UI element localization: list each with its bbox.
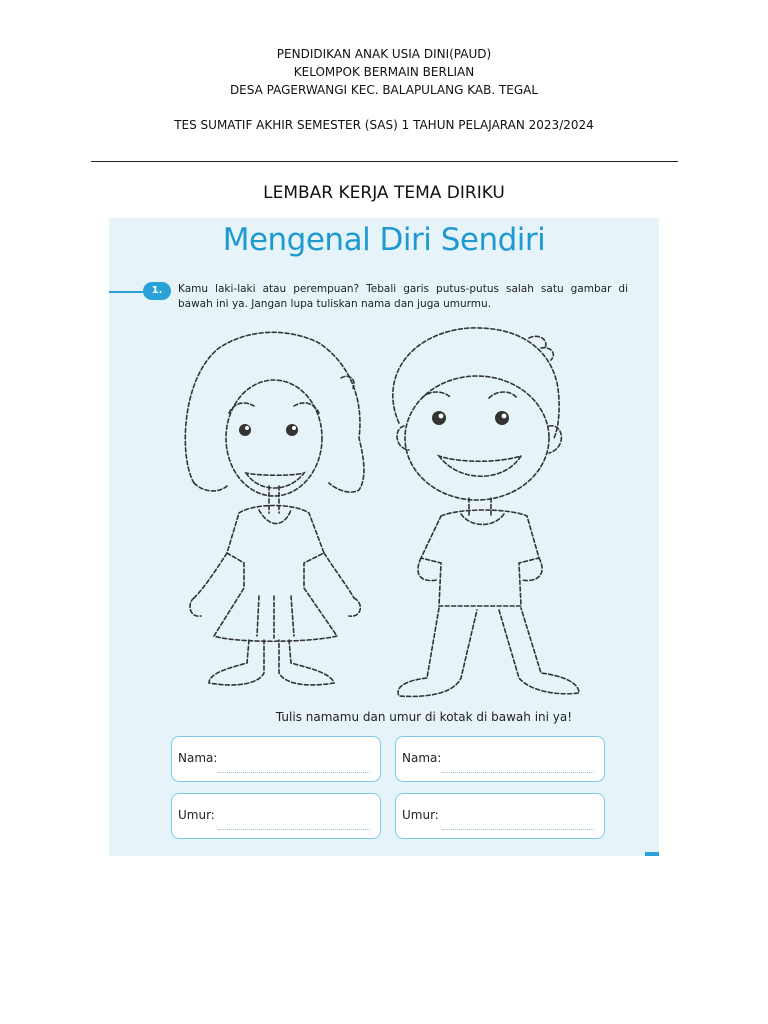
document-title: LEMBAR KERJA TEMA DIRIKU (263, 183, 505, 203)
test-title: TES SUMATIF AKHIR SEMESTER (SAS) 1 TAHUN PELAJARAN 2023/2024 (174, 118, 594, 132)
age-label: Umur: (178, 808, 215, 822)
name-box-right[interactable] (395, 736, 605, 782)
school-name: PENDIDIKAN ANAK USIA DINI(PAUD) (276, 47, 492, 61)
question-number: 1. (143, 282, 171, 300)
page-corner-mark (645, 852, 659, 856)
address: DESA PAGERWANGI KEC. BALAPULANG KAB. TEGAL (229, 83, 539, 97)
writing-line (442, 772, 594, 773)
worksheet-instruction: Kamu laki-laki atau perempuan? Tebali garis putus-putus salah satu gambar di bawah ini ya. Jangan lupa tuliskan nama dan juga umurmu. (178, 283, 628, 310)
writing-prompt: Tulis namamu dan umur di kotak di bawah ini ya! (275, 710, 573, 724)
group-name: KELOMPOK BERMAIN BERLIAN (293, 65, 475, 79)
name-label: Nama: (402, 751, 442, 765)
worksheet-title: Mengenal Diri Sendiri (222, 222, 546, 258)
writing-line (218, 829, 370, 830)
age-box-left[interactable] (171, 793, 381, 839)
name-label: Nama: (178, 751, 218, 765)
writing-line (218, 772, 370, 773)
girl-figure (185, 332, 364, 685)
boy-figure (393, 328, 579, 697)
tracing-figures (109, 318, 659, 698)
writing-line (442, 829, 594, 830)
name-box-left[interactable] (171, 736, 381, 782)
number-line (109, 291, 145, 293)
header-divider (91, 161, 678, 162)
age-label: Umur: (402, 808, 439, 822)
worksheet-image (109, 218, 659, 856)
age-box-right[interactable] (395, 793, 605, 839)
